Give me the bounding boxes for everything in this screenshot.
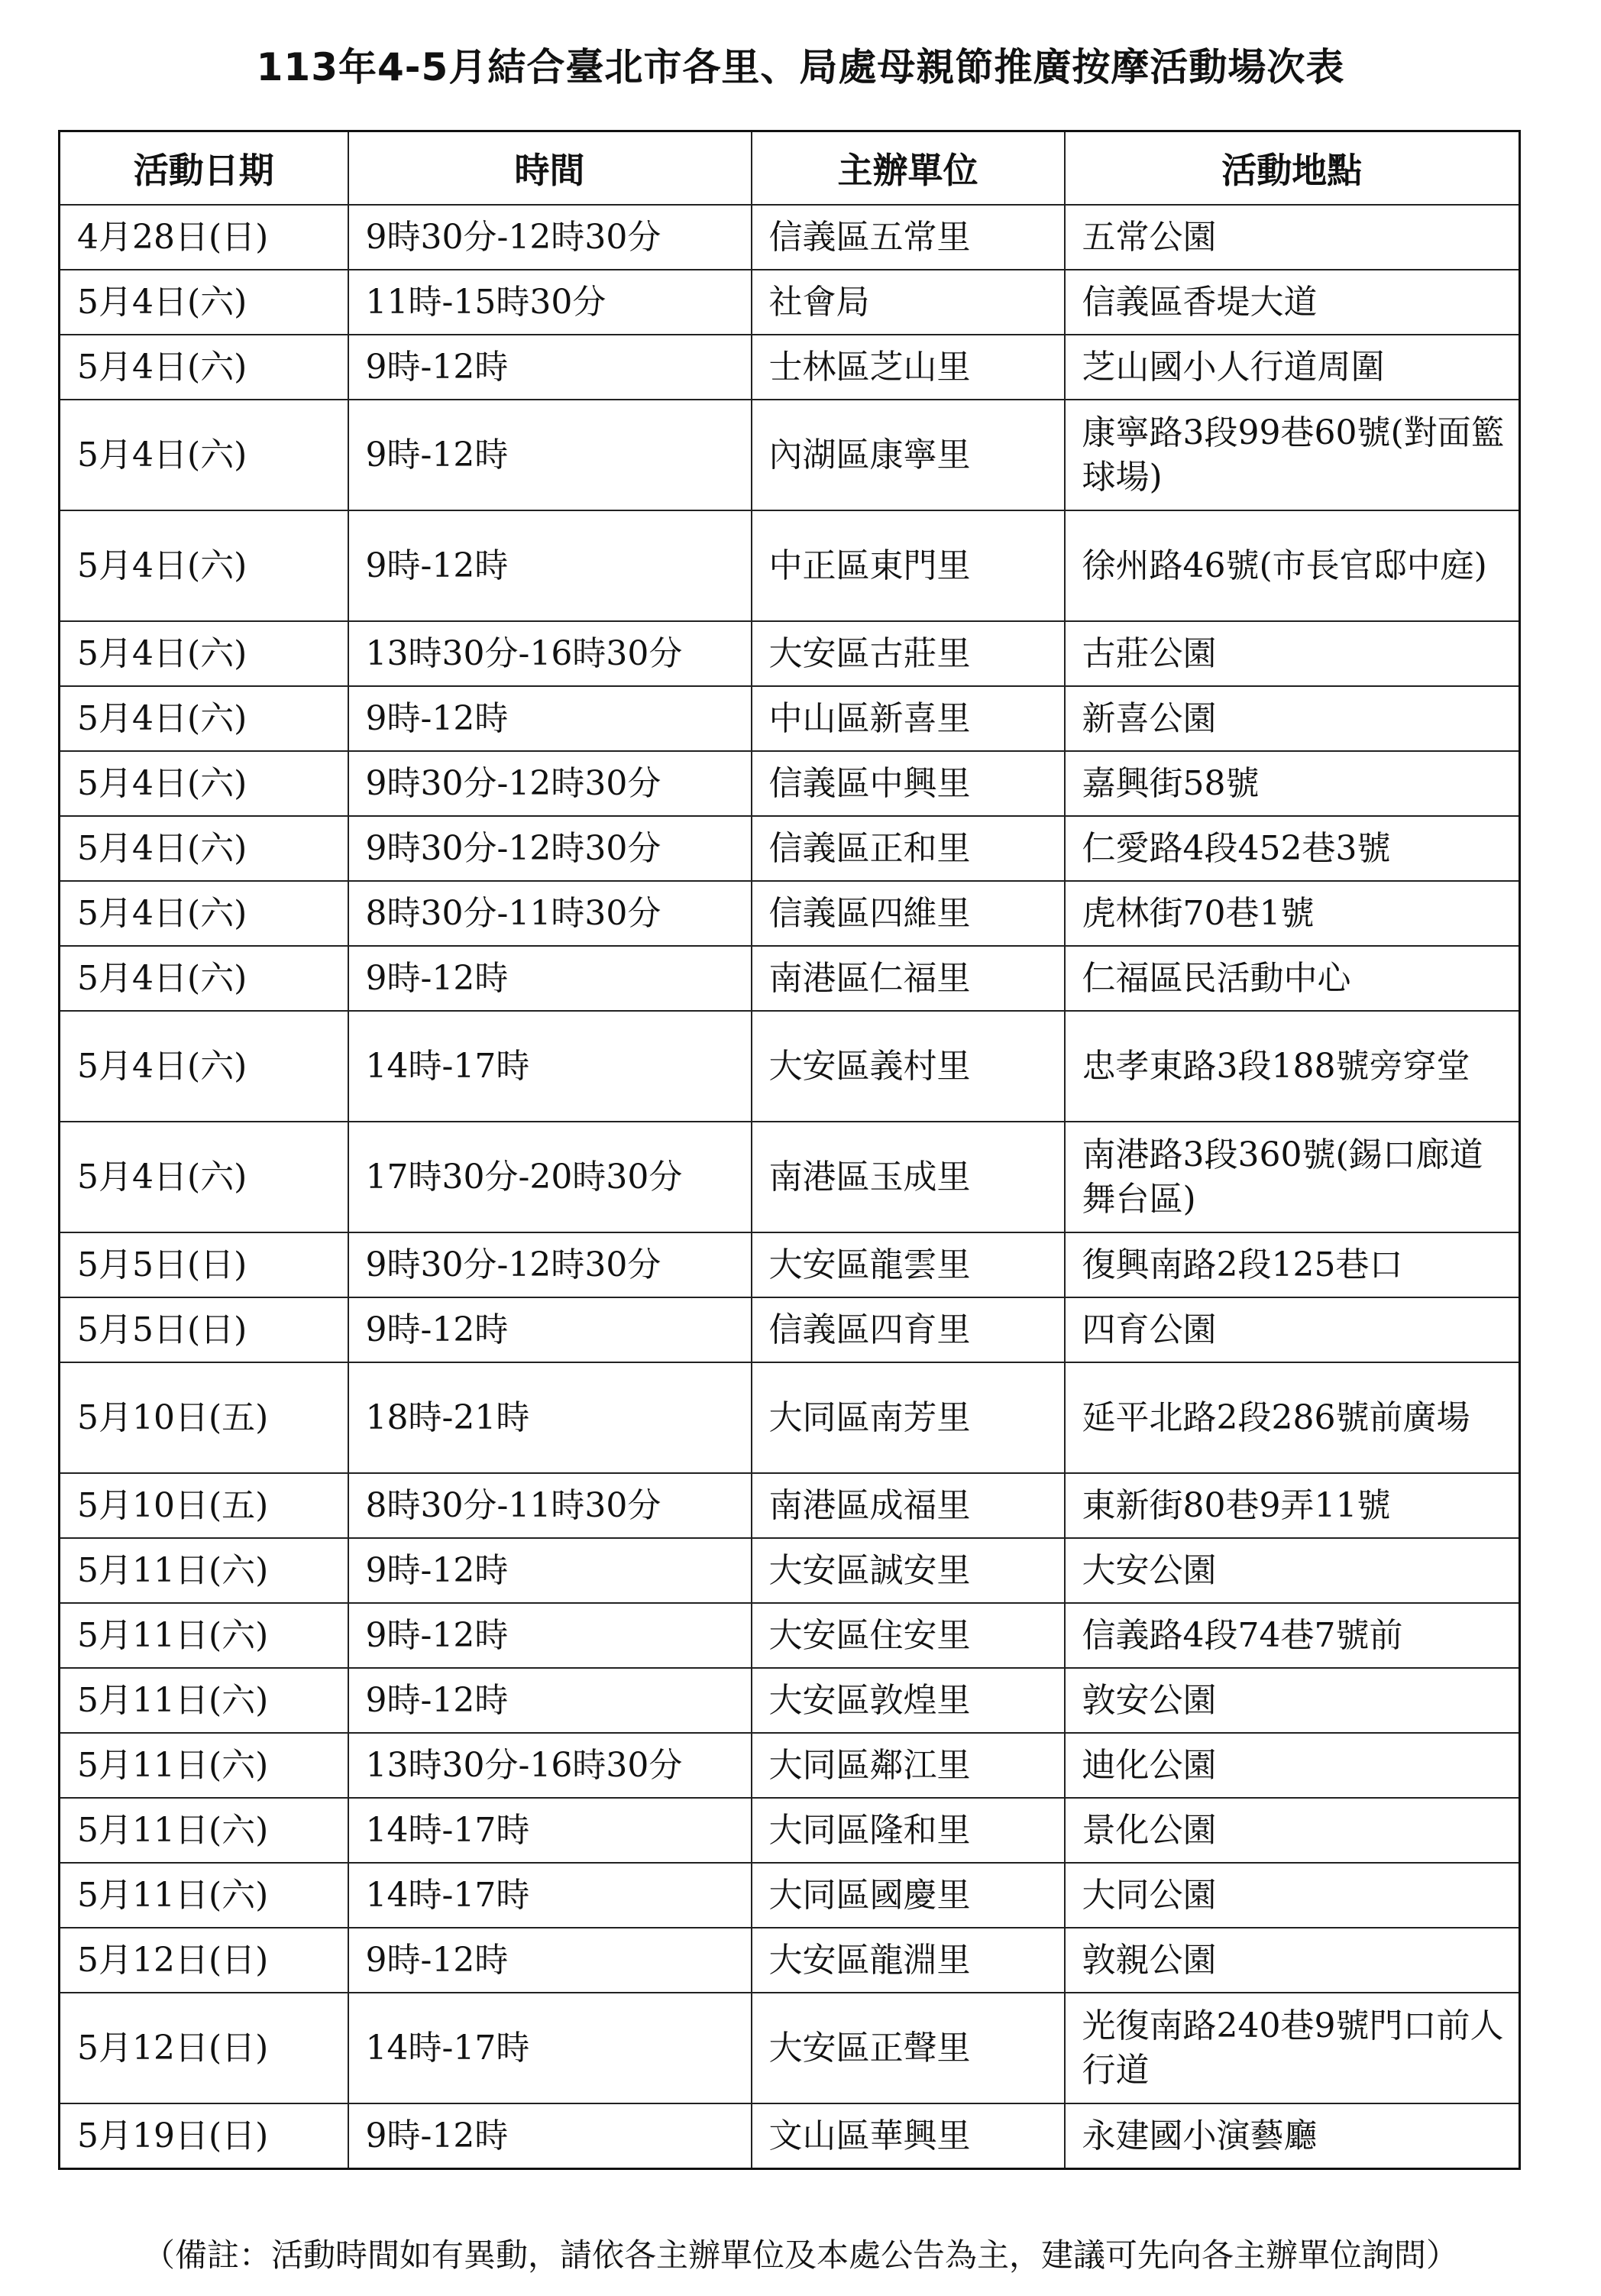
cell-time: 14時-17時 xyxy=(348,1798,752,1863)
table-row xyxy=(60,1232,1520,1297)
cell-venue: 新喜公園 xyxy=(1065,686,1520,751)
cell-venue: 永建國小演藝廳 xyxy=(1065,2103,1520,2169)
cell-organizer: 信義區五常里 xyxy=(752,205,1065,270)
cell-time: 9時30分-12時30分 xyxy=(348,816,752,881)
cell-venue: 四育公園 xyxy=(1065,1297,1520,1362)
table-row xyxy=(60,946,1520,1011)
cell-date: 5月4日(六) xyxy=(60,400,348,510)
cell-venue: 景化公園 xyxy=(1065,1798,1520,1863)
cell-organizer: 信義區中興里 xyxy=(752,751,1065,816)
cell-time: 8時30分-11時30分 xyxy=(348,1473,752,1538)
cell-date: 5月11日(六) xyxy=(60,1668,348,1733)
cell-date: 5月11日(六) xyxy=(60,1863,348,1928)
cell-time: 9時-12時 xyxy=(348,1538,752,1603)
cell-date: 5月4日(六) xyxy=(60,1011,348,1122)
cell-venue: 仁愛路4段452巷3號 xyxy=(1065,816,1520,881)
cell-time: 8時30分-11時30分 xyxy=(348,881,752,946)
cell-venue: 東新街80巷9弄11號 xyxy=(1065,1473,1520,1538)
cell-venue: 古莊公園 xyxy=(1065,621,1520,686)
header-time: 時間 xyxy=(348,131,752,206)
cell-organizer: 中山區新喜里 xyxy=(752,686,1065,751)
table-row xyxy=(60,335,1520,400)
cell-organizer: 中正區東門里 xyxy=(752,510,1065,621)
table-row xyxy=(60,816,1520,881)
footnote: （備註：活動時間如有異動，請依各主辦單位及本處公告為主，建議可先向各主辦單位詢問） xyxy=(142,2236,1458,2274)
cell-organizer: 大安區敦煌里 xyxy=(752,1668,1065,1733)
cell-date: 5月10日(五) xyxy=(60,1473,348,1538)
cell-time: 9時30分-12時30分 xyxy=(348,1232,752,1297)
cell-date: 5月11日(六) xyxy=(60,1538,348,1603)
schedule-table xyxy=(58,130,1521,2170)
cell-organizer: 信義區四育里 xyxy=(752,1297,1065,1362)
cell-organizer: 大同區國慶里 xyxy=(752,1863,1065,1928)
cell-date: 5月5日(日) xyxy=(60,1297,348,1362)
table-row xyxy=(60,1473,1520,1538)
header-organizer: 主辦單位 xyxy=(752,131,1065,206)
cell-organizer: 大安區龍淵里 xyxy=(752,1928,1065,1993)
cell-date: 5月4日(六) xyxy=(60,751,348,816)
cell-organizer: 大安區誠安里 xyxy=(752,1538,1065,1603)
cell-time: 9時-12時 xyxy=(348,686,752,751)
table-row xyxy=(60,621,1520,686)
cell-date: 5月4日(六) xyxy=(60,881,348,946)
cell-time: 18時-21時 xyxy=(348,1362,752,1473)
cell-organizer: 大同區隆和里 xyxy=(752,1798,1065,1863)
cell-venue: 信義路4段74巷7號前 xyxy=(1065,1603,1520,1668)
cell-time: 9時30分-12時30分 xyxy=(348,751,752,816)
cell-venue: 延平北路2段286號前廣場 xyxy=(1065,1362,1520,1473)
table-row xyxy=(60,751,1520,816)
cell-date: 5月4日(六) xyxy=(60,335,348,400)
cell-time: 9時-12時 xyxy=(348,2103,752,2169)
cell-venue: 敦親公園 xyxy=(1065,1928,1520,1993)
table-row xyxy=(60,1668,1520,1733)
cell-venue: 虎林街70巷1號 xyxy=(1065,881,1520,946)
cell-time: 11時-15時30分 xyxy=(348,270,752,335)
cell-date: 5月12日(日) xyxy=(60,1993,348,2103)
cell-date: 5月11日(六) xyxy=(60,1603,348,1668)
page-title: 113年4-5月結合臺北市各里、局處母親節推廣按摩活動場次表 xyxy=(256,45,1345,89)
cell-venue: 光復南路240巷9號門口前人行道 xyxy=(1065,1993,1520,2103)
cell-organizer: 南港區成福里 xyxy=(752,1473,1065,1538)
cell-venue: 徐州路46號(市長官邸中庭) xyxy=(1065,510,1520,621)
cell-time: 9時30分-12時30分 xyxy=(348,205,752,270)
cell-time: 14時-17時 xyxy=(348,1011,752,1122)
table-row xyxy=(60,1733,1520,1798)
cell-organizer: 大同區南芳里 xyxy=(752,1362,1065,1473)
cell-organizer: 社會局 xyxy=(752,270,1065,335)
table-row xyxy=(60,1538,1520,1603)
cell-venue: 迪化公園 xyxy=(1065,1733,1520,1798)
cell-organizer: 南港區玉成里 xyxy=(752,1122,1065,1232)
cell-date: 5月4日(六) xyxy=(60,686,348,751)
cell-venue: 大同公園 xyxy=(1065,1863,1520,1928)
cell-venue: 康寧路3段99巷60號(對面籃球場) xyxy=(1065,400,1520,510)
cell-time: 9時-12時 xyxy=(348,1928,752,1993)
cell-venue: 敦安公園 xyxy=(1065,1668,1520,1733)
table-row xyxy=(60,1798,1520,1863)
cell-time: 13時30分-16時30分 xyxy=(348,621,752,686)
cell-venue: 芝山國小人行道周圍 xyxy=(1065,335,1520,400)
table-header-row xyxy=(60,131,1520,206)
table-row xyxy=(60,1928,1520,1993)
table-row xyxy=(60,205,1520,270)
cell-date: 5月5日(日) xyxy=(60,1232,348,1297)
cell-time: 9時-12時 xyxy=(348,946,752,1011)
table-row xyxy=(60,1122,1520,1232)
cell-organizer: 信義區四維里 xyxy=(752,881,1065,946)
cell-venue: 仁福區民活動中心 xyxy=(1065,946,1520,1011)
table-row xyxy=(60,1297,1520,1362)
cell-date: 4月28日(日) xyxy=(60,205,348,270)
cell-time: 9時-12時 xyxy=(348,1668,752,1733)
cell-venue: 嘉興街58號 xyxy=(1065,751,1520,816)
header-date: 活動日期 xyxy=(60,131,348,206)
cell-time: 9時-12時 xyxy=(348,400,752,510)
cell-date: 5月4日(六) xyxy=(60,816,348,881)
cell-organizer: 大安區古莊里 xyxy=(752,621,1065,686)
cell-date: 5月4日(六) xyxy=(60,621,348,686)
table-row xyxy=(60,1863,1520,1928)
cell-time: 13時30分-16時30分 xyxy=(348,1733,752,1798)
cell-venue: 復興南路2段125巷口 xyxy=(1065,1232,1520,1297)
table-row xyxy=(60,400,1520,510)
table-row xyxy=(60,510,1520,621)
cell-date: 5月11日(六) xyxy=(60,1798,348,1863)
cell-organizer: 大安區龍雲里 xyxy=(752,1232,1065,1297)
cell-time: 9時-12時 xyxy=(348,335,752,400)
cell-date: 5月10日(五) xyxy=(60,1362,348,1473)
cell-organizer: 內湖區康寧里 xyxy=(752,400,1065,510)
cell-venue: 南港路3段360號(錫口廊道舞台區) xyxy=(1065,1122,1520,1232)
cell-venue: 忠孝東路3段188號旁穿堂 xyxy=(1065,1011,1520,1122)
table-row xyxy=(60,1362,1520,1473)
cell-date: 5月11日(六) xyxy=(60,1733,348,1798)
cell-date: 5月4日(六) xyxy=(60,270,348,335)
header-venue: 活動地點 xyxy=(1065,131,1520,206)
table-row xyxy=(60,686,1520,751)
cell-venue: 大安公園 xyxy=(1065,1538,1520,1603)
cell-date: 5月4日(六) xyxy=(60,1122,348,1232)
cell-venue: 五常公園 xyxy=(1065,205,1520,270)
cell-organizer: 文山區華興里 xyxy=(752,2103,1065,2169)
cell-organizer: 南港區仁福里 xyxy=(752,946,1065,1011)
table-row xyxy=(60,270,1520,335)
cell-organizer: 信義區正和里 xyxy=(752,816,1065,881)
cell-date: 5月4日(六) xyxy=(60,510,348,621)
cell-organizer: 大安區住安里 xyxy=(752,1603,1065,1668)
table-row xyxy=(60,1993,1520,2103)
table-row xyxy=(60,2103,1520,2169)
cell-time: 9時-12時 xyxy=(348,1603,752,1668)
cell-time: 9時-12時 xyxy=(348,510,752,621)
table-row xyxy=(60,1603,1520,1668)
table-row xyxy=(60,1011,1520,1122)
cell-date: 5月4日(六) xyxy=(60,946,348,1011)
cell-organizer: 士林區芝山里 xyxy=(752,335,1065,400)
cell-organizer: 大安區義村里 xyxy=(752,1011,1065,1122)
cell-venue: 信義區香堤大道 xyxy=(1065,270,1520,335)
cell-date: 5月19日(日) xyxy=(60,2103,348,2169)
cell-time: 14時-17時 xyxy=(348,1863,752,1928)
table-row xyxy=(60,881,1520,946)
cell-time: 17時30分-20時30分 xyxy=(348,1122,752,1232)
cell-time: 9時-12時 xyxy=(348,1297,752,1362)
cell-time: 14時-17時 xyxy=(348,1993,752,2103)
cell-date: 5月12日(日) xyxy=(60,1928,348,1993)
cell-organizer: 大安區正聲里 xyxy=(752,1993,1065,2103)
cell-organizer: 大同區鄰江里 xyxy=(752,1733,1065,1798)
